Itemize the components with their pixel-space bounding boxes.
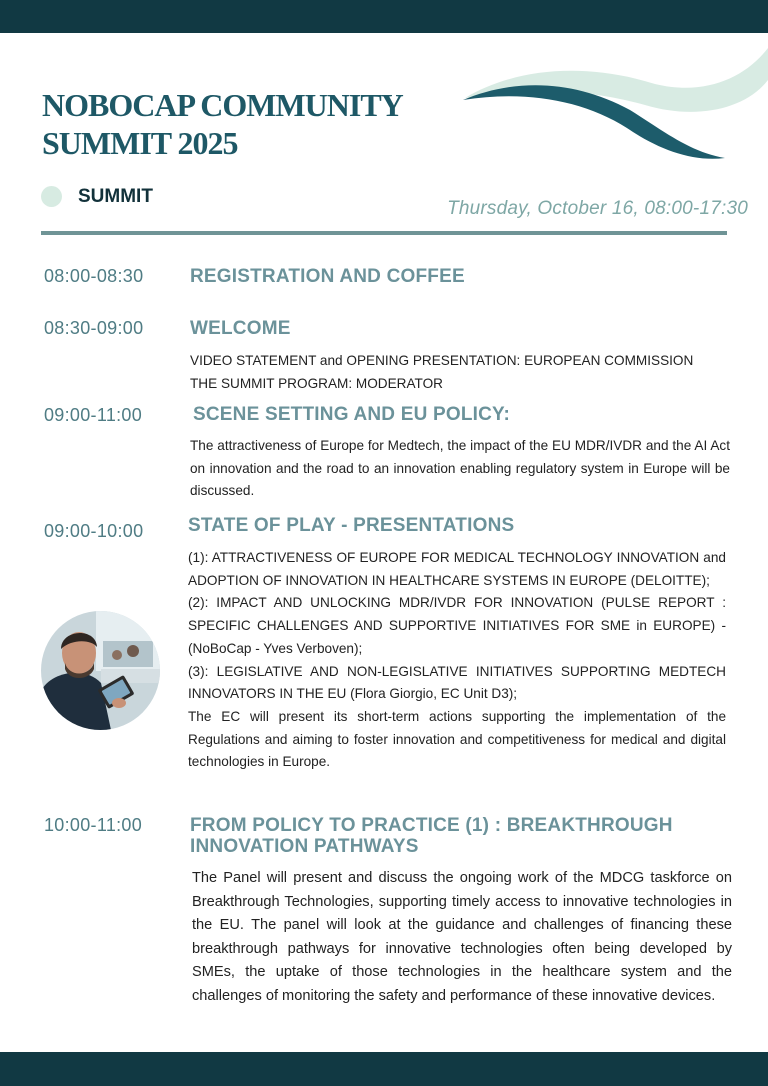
bottom-banner	[0, 1052, 768, 1086]
agenda-items-4	[188, 547, 726, 774]
agenda-time-2: 08:30-09:00	[44, 318, 144, 338]
page-title	[42, 86, 403, 162]
agenda-title-3: SCENE SETTING AND EU POLICY:	[193, 404, 511, 425]
speaker-photo-illustration	[41, 611, 160, 730]
agenda-title-2: WELCOME	[190, 318, 291, 339]
agenda-description-5	[192, 867, 732, 1008]
agenda-time-5: 10:00-11:00	[44, 815, 143, 835]
agenda-line: THE SUMMIT PROGRAM: MODERATOR	[190, 375, 444, 391]
section-label: SUMMIT	[78, 186, 153, 207]
agenda-time-4: 09:00-10:00	[44, 521, 144, 541]
agenda-time-3: 09:00-11:00	[44, 405, 143, 425]
agenda-title-5	[190, 815, 673, 857]
event-date: Thursday, October 16, 08:00-17:30	[447, 198, 748, 219]
wave-light-shape	[465, 48, 768, 112]
agenda-line: VIDEO STATEMENT and OPENING PRESENTATION: EUROPEAN COMMISSION	[190, 353, 694, 368]
bullet-dot	[41, 186, 62, 207]
agenda-title-5-line-2: INNOVATION PATHWAYS	[190, 836, 419, 857]
top-banner	[0, 0, 768, 33]
agenda-title-4: STATE OF PLAY - PRESENTATIONS	[188, 515, 515, 536]
agenda-time-1: 08:00-08:30	[44, 266, 144, 286]
agenda-list-item: The EC will present its short-term actions supporting the implementation of the Regulations and aiming to foster innovation and competitiveness for medical and digital technologies in Europe.	[188, 708, 726, 770]
agenda-paragraph: The Panel will present and discuss the ongoing work of the MDCG taskforce on Breakthrough Technologies, supporting timely access to innovative technologies in the EU. The panel will look at the guidance and challenges of financing these breakthrough pathways for innovative technologies often being developed by SMEs, the uptake of those technologies in the healthcare system and the challenges of monitoring the safety and performance of these innovative devices.	[192, 870, 732, 1004]
wave-decoration	[455, 40, 768, 165]
title-line-2: SUMMIT 2025	[42, 125, 238, 161]
agenda-list-item: (2): IMPACT AND UNLOCKING MDR/IVDR FOR INNOVATION (PULSE REPORT : SPECIFIC CHALLENGES AND SUPPORTIVE INITIATIVES FOR SME in EUROPE) - (NoBoCap - Yves Verboven);	[188, 595, 726, 656]
agenda-description-3	[190, 435, 730, 503]
speaker-photo	[41, 611, 160, 730]
agenda-paragraph: The attractiveness of Europe for Medtech, the impact of the EU MDR/IVDR and the AI Act on innovation and the road to an innovation enabling regulatory system in Europe will be discussed.	[190, 438, 730, 499]
agenda-title-5-line-1: FROM POLICY TO PRACTICE (1) : BREAKTHROUGH	[190, 815, 673, 836]
agenda-list-item: (3): LEGISLATIVE AND NON-LEGISLATIVE INITIATIVES SUPPORTING MEDTECH INNOVATORS IN THE EU (Flora Giorgio, EC Unit D3);	[188, 663, 726, 702]
agenda-details-2	[190, 350, 730, 395]
agenda-title-1: REGISTRATION AND COFFEE	[190, 266, 465, 287]
title-line-1: NOBOCAP COMMUNITY	[42, 87, 403, 123]
divider	[41, 231, 727, 235]
agenda-list-item: (1): ATTRACTIVENESS OF EUROPE FOR MEDICAL TECHNOLOGY INNOVATION and ADOPTION OF INNOVATION IN HEALTHCARE SYSTEMS IN EUROPE (DELOITTE);	[188, 550, 726, 588]
